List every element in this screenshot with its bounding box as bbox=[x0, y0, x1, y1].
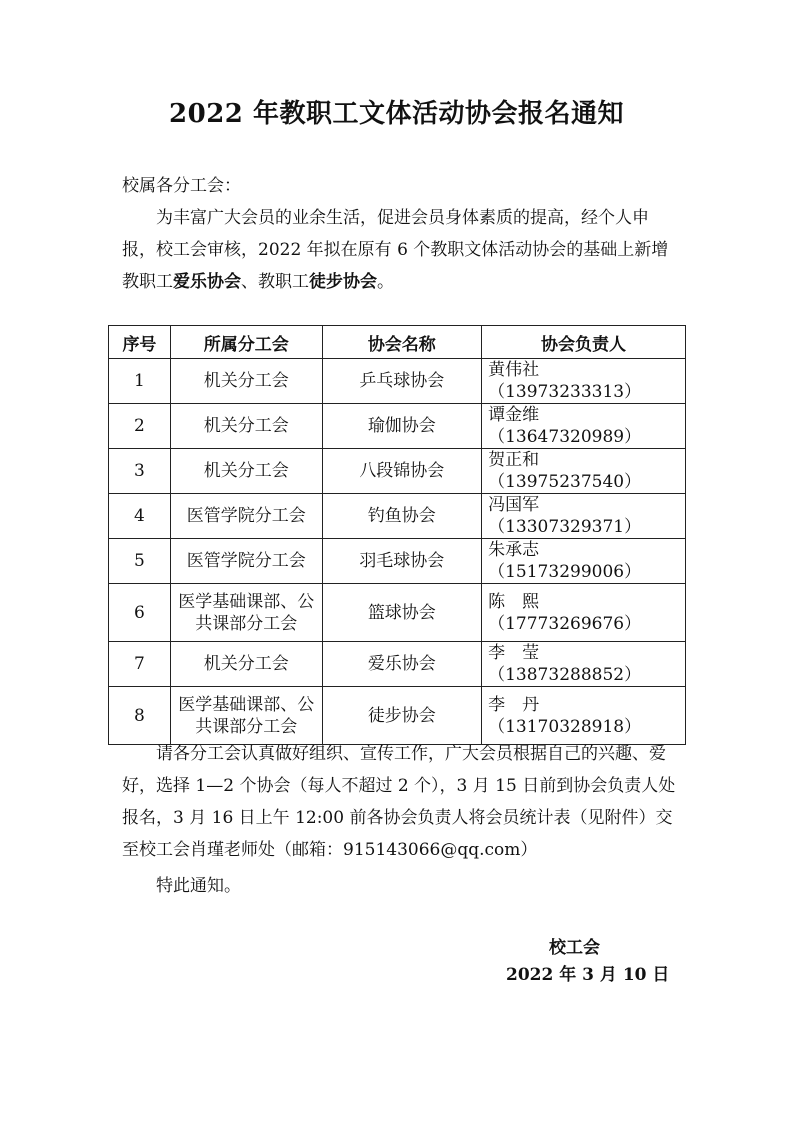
cell-branch: 医学基础课部、公共课部分工会 bbox=[170, 584, 322, 642]
header-branch: 所属分工会 bbox=[170, 326, 322, 359]
cell-no: 2 bbox=[109, 404, 171, 449]
cell-no: 8 bbox=[109, 687, 171, 745]
cell-name: 八段锦协会 bbox=[322, 449, 482, 494]
intro-bold-aile: 爱乐协会 bbox=[173, 272, 241, 292]
cell-name: 乒乓球协会 bbox=[322, 359, 482, 404]
table-row bbox=[109, 404, 686, 449]
cell-name: 爱乐协会 bbox=[322, 642, 482, 687]
cell-name: 徒步协会 bbox=[322, 687, 482, 745]
header-name: 协会名称 bbox=[322, 326, 482, 359]
table-row bbox=[109, 539, 686, 584]
cell-no: 5 bbox=[109, 539, 171, 584]
cell-leader: 李 丹（13170328918） bbox=[482, 687, 686, 745]
table-row bbox=[109, 687, 686, 745]
cell-leader: 黄伟社（13973233313） bbox=[482, 359, 686, 404]
cell-branch: 医学基础课部、公共课部分工会 bbox=[170, 687, 322, 745]
cell-name: 羽毛球协会 bbox=[322, 539, 482, 584]
cell-name: 瑜伽协会 bbox=[322, 404, 482, 449]
cell-branch: 医管学院分工会 bbox=[170, 494, 322, 539]
intro-text-before: 为丰富广大会员的业余生活，促进会员身体素质的提高，经个人申报，校工会审核，2022 年拟在原有 6 个教职文体活动协会的基础上新增教职工 bbox=[122, 208, 669, 292]
cell-leader: 冯国军（13307329371） bbox=[482, 494, 686, 539]
cell-no: 7 bbox=[109, 642, 171, 687]
cell-leader: 李 莹（13873288852） bbox=[482, 642, 686, 687]
table-row bbox=[109, 584, 686, 642]
table-row bbox=[109, 494, 686, 539]
table-row bbox=[109, 642, 686, 687]
table-row bbox=[109, 449, 686, 494]
table-row bbox=[109, 359, 686, 404]
special-notice: 特此通知。 bbox=[156, 876, 241, 896]
intro-paragraph bbox=[122, 202, 682, 298]
cell-leader: 谭金维（13647320989） bbox=[482, 404, 686, 449]
association-table bbox=[108, 325, 686, 745]
cell-leader: 朱承志（15173299006） bbox=[482, 539, 686, 584]
table-header-row bbox=[109, 326, 686, 359]
cell-no: 1 bbox=[109, 359, 171, 404]
cell-leader: 贺正和（13975237540） bbox=[482, 449, 686, 494]
cell-branch: 医管学院分工会 bbox=[170, 539, 322, 584]
intro-bold-tubu: 徒步协会 bbox=[309, 272, 377, 292]
header-leader: 协会负责人 bbox=[482, 326, 686, 359]
cell-no: 4 bbox=[109, 494, 171, 539]
intro-text-after: 。 bbox=[377, 272, 394, 292]
signature-org: 校工会 bbox=[549, 938, 600, 958]
intro-text-mid: 、教职工 bbox=[241, 272, 309, 292]
header-no: 序号 bbox=[109, 326, 171, 359]
cell-no: 6 bbox=[109, 584, 171, 642]
cell-branch: 机关分工会 bbox=[170, 642, 322, 687]
cell-name: 钓鱼协会 bbox=[322, 494, 482, 539]
cell-leader: 陈 熙（17773269676） bbox=[482, 584, 686, 642]
salutation: 校属各分工会： bbox=[122, 176, 241, 196]
cell-branch: 机关分工会 bbox=[170, 449, 322, 494]
cell-branch: 机关分工会 bbox=[170, 404, 322, 449]
cell-branch: 机关分工会 bbox=[170, 359, 322, 404]
document-title: 2022 年教职工文体活动协会报名通知 bbox=[169, 99, 624, 129]
signature-date: 2022 年 3 月 10 日 bbox=[506, 965, 670, 985]
cell-no: 3 bbox=[109, 449, 171, 494]
cell-name: 篮球协会 bbox=[322, 584, 482, 642]
closing-paragraph: 请各分工会认真做好组织、宣传工作，广大会员根据自己的兴趣、爱好，选择 1—2 个协会（每人不超过 2 个），3 月 15 日前到协会负责人处报名，3 月 16 日上午 12:00 前各协会负责人将会员统计表（见附件）交至校工会肖瑾老师处（邮箱：915143066@qq.com） bbox=[122, 744, 676, 860]
